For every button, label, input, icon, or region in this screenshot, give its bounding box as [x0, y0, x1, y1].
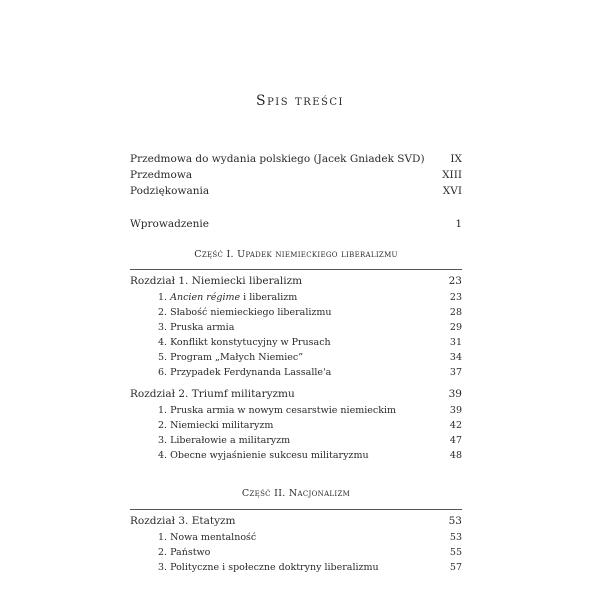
entry-label: 3. Polityczne i społeczne doktryny liberalizmu — [158, 562, 379, 573]
entry-page: 42 — [449, 420, 462, 431]
entry-page: 55 — [449, 547, 462, 558]
toc-entry-preface-polish — [130, 153, 462, 166]
entry-page: 39 — [449, 405, 462, 416]
entry-page: 47 — [449, 435, 462, 446]
entry-page: 37 — [449, 367, 462, 378]
entry-label: 3. Pruska armia — [158, 322, 235, 333]
toc-subentry — [158, 434, 462, 447]
chapter-1-entry — [130, 275, 462, 288]
entry-page: XVI — [442, 185, 462, 197]
page-title: Spis treści — [255, 93, 345, 109]
toc-subentry — [158, 449, 462, 462]
toc-subentry — [158, 291, 462, 304]
entry-page: 23 — [448, 275, 462, 287]
entry-page: 31 — [449, 337, 462, 348]
entry-page: 57 — [449, 562, 462, 573]
entry-page: 53 — [448, 515, 462, 527]
toc-subentry — [158, 404, 462, 417]
divider — [130, 509, 462, 510]
entry-label: 6. Przypadek Ferdynanda Lassalle'a — [158, 367, 332, 378]
entry-page: 28 — [449, 307, 462, 318]
entry-label: 1. Pruska armia w nowym cesarstwie niemieckim — [158, 405, 397, 416]
entry-label: 2. Słabość niemieckiego liberalizmu — [158, 307, 332, 318]
toc-subentry — [158, 546, 462, 559]
italic-term: Ancien régime — [170, 292, 241, 303]
entry-page: 34 — [449, 352, 462, 363]
toc-subentry — [158, 366, 462, 379]
toc-subentry — [158, 321, 462, 334]
entry-page: XIII — [442, 169, 462, 181]
part-1-heading: Część I. Upadek niemieckiego liberalizmu — [194, 249, 398, 260]
part-2-heading: Część II. Nacjonalizm — [241, 488, 351, 499]
entry-label: 4. Konflikt konstytucyjny w Prusach — [158, 337, 331, 348]
entry-label: 1. Nowa mentalność — [158, 532, 257, 543]
chapter-3-entry — [130, 515, 462, 528]
toc-entry-acknowledgements — [130, 185, 462, 198]
toc-subentry — [158, 306, 462, 319]
entry-label: Rozdział 1. Niemiecki liberalizm — [130, 275, 303, 287]
entry-label: Rozdział 2. Triumf militaryzmu — [130, 388, 295, 400]
toc-subentry — [158, 561, 462, 574]
toc-subentry — [158, 419, 462, 432]
entry-page: 39 — [448, 388, 462, 400]
entry-label: Podziękowania — [130, 185, 210, 197]
entry-label: Rozdział 3. Etatyzm — [130, 515, 236, 527]
entry-label: 1. Ancien régime i liberalizm — [158, 292, 298, 303]
entry-page: 53 — [449, 532, 462, 543]
entry-page: 29 — [449, 322, 462, 333]
entry-page: 48 — [449, 450, 462, 461]
toc-entry-preface — [130, 169, 462, 182]
entry-label: 4. Obecne wyjaśnienie sukcesu militaryzmu — [158, 450, 369, 461]
chapter-2-entry — [130, 388, 462, 401]
entry-label: Wprowadzenie — [130, 218, 209, 230]
entry-page: 23 — [449, 292, 462, 303]
entry-label: 3. Liberałowie a militaryzm — [158, 435, 291, 446]
toc-entry-introduction — [130, 218, 462, 231]
entry-label: 5. Program „Małych Niemiec” — [158, 352, 304, 363]
entry-page: IX — [450, 153, 462, 165]
entry-label: 2. Niemiecki militaryzm — [158, 420, 274, 431]
toc-subentry — [158, 531, 462, 544]
entry-label: 2. Państwo — [158, 547, 211, 558]
entry-label: Przedmowa — [130, 169, 193, 181]
entry-page: 1 — [455, 218, 462, 230]
toc-subentry — [158, 351, 462, 364]
entry-label: Przedmowa do wydania polskiego (Jacek Gniadek SVD) — [130, 153, 425, 165]
divider — [130, 269, 462, 270]
toc-subentry — [158, 336, 462, 349]
